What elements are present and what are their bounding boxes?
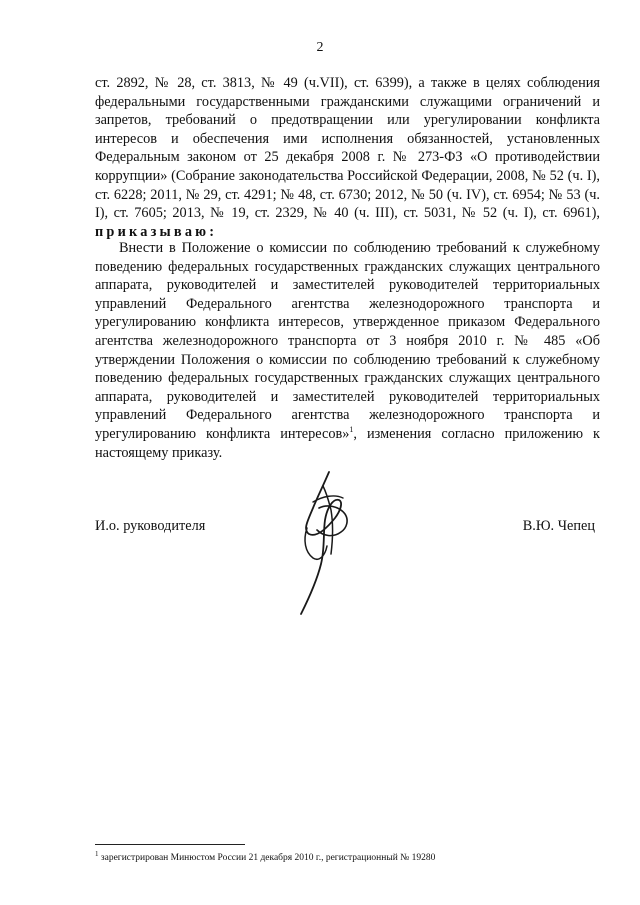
footnote xyxy=(95,849,436,864)
page-number: 2 xyxy=(316,40,324,55)
footnote-divider xyxy=(95,844,245,845)
order-word: приказываю: xyxy=(95,223,218,240)
footnote-mark: 1 xyxy=(95,849,99,858)
order-paragraph-text: Внести в Положение о комиссии по соблюдению требований к служебному поведению федеральных государственных гражданских служащих центрального аппарата, руководителей и заместителей руководителей территориальных управлений Федерального агентства железнодорожного транспорта и урегулированию конфликта интересов, утвержденное приказом Федерального агентства железнодорожного транспорта от 3 ноября 2010 г. № 485 «Об утверждении Положения о комиссии по соблюдению требований к служебному поведению федеральных государственных гражданских служащих центрального аппарата, руководителей и заместителей руководителей территориальных управлений Федерального агентства железнодорожного транспорта и урегулированию конфликта интересов» xyxy=(95,240,600,442)
signatory-name: В.Ю. Чепец xyxy=(522,518,595,534)
footnote-reference: 1 xyxy=(349,425,354,435)
intro-paragraph xyxy=(95,74,600,241)
footnote-text: зарегистрирован Минюстом России 21 декабря 2010 г., регистрационный № 19280 xyxy=(98,853,436,863)
order-paragraph-ending: , изменения согласно приложению к настоящему приказу. xyxy=(95,425,600,461)
order-paragraph xyxy=(95,239,600,462)
signatory-position: И.о. руководителя xyxy=(95,518,206,534)
handwritten-signature xyxy=(283,468,373,618)
intro-paragraph-text: ст. 2892, № 28, ст. 3813, № 49 (ч.VII), ст. 6399), а также в целях соблюдения федеральными государственными гражданскими служащими ограничений и запретов, требований о предотвращении или урегулировании конфликта интересов и обеспечения ими исполнения обязанностей, установленных Федеральным законом от 25 декабря 2008 г. № 273-ФЗ «О противодействии коррупции» (Собрание законодательства Российской Федерации, 2008, № 52 (ч. I), ст. 6228; 2011, № 29, ст. 4291; № 48, ст. 6730; 2012, № 50 (ч. IV), ст. 6954; № 53 (ч. I), ст. 7605; 2013, № 19, ст. 2329, № 40 (ч. III), ст. 5031, № 52 (ч. I), ст. 6961), xyxy=(95,75,600,222)
